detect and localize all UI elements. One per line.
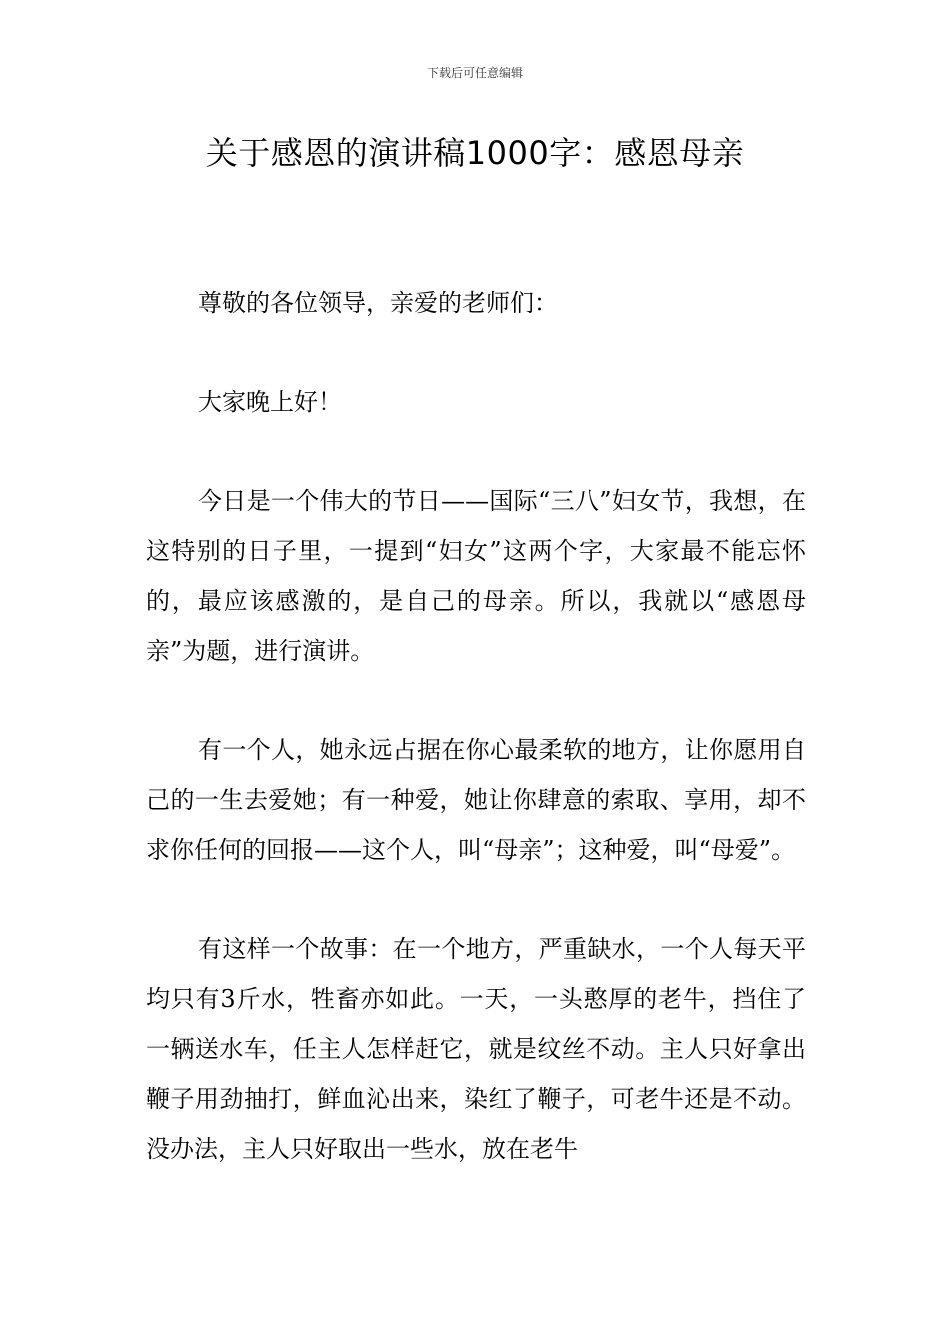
paragraph-salutation: 尊敬的各位领导，亲爱的老师们： <box>198 289 558 317</box>
header-note: 下载后可任意编辑 <box>426 66 523 80</box>
paragraph-story: 有这样一个故事：在一个地方，严重缺水，一个人每天平均只有3斤水，牲畜亦如此。一天，一头憨厚的老牛，挡住了一辆送水车，任主人怎样赶它，就是纹丝不动。主人只好拿出鞭子用劲抽打，鲜血沁出来，染红了鞭子，可老牛还是不动。没办法，主人只好取出一些水，放在老牛 <box>146 935 806 1163</box>
paragraph-intro: 今日是一个伟大的节日——国际“三八”妇女节，我想，在这特别的日子里，一提到“妇女”这两个字，大家最不能忘怀的，最应该感激的，是自己的母亲。所以，我就以“感恩母亲”为题，进行演讲。 <box>146 487 806 665</box>
document-title: 关于感恩的演讲稿1000字：感恩母亲 <box>205 134 745 172</box>
paragraph-mother-love: 有一个人，她永远占据在你心最柔软的地方，让你愿用自己的一生去爱她；有一种爱，她让你肆意的索取、享用，却不求你任何的回报——这个人，叫“母亲”；这种爱，叫“母爱”。 <box>146 736 806 864</box>
document-body <box>146 278 806 1174</box>
paragraph-greeting: 大家晚上好！ <box>198 388 342 416</box>
